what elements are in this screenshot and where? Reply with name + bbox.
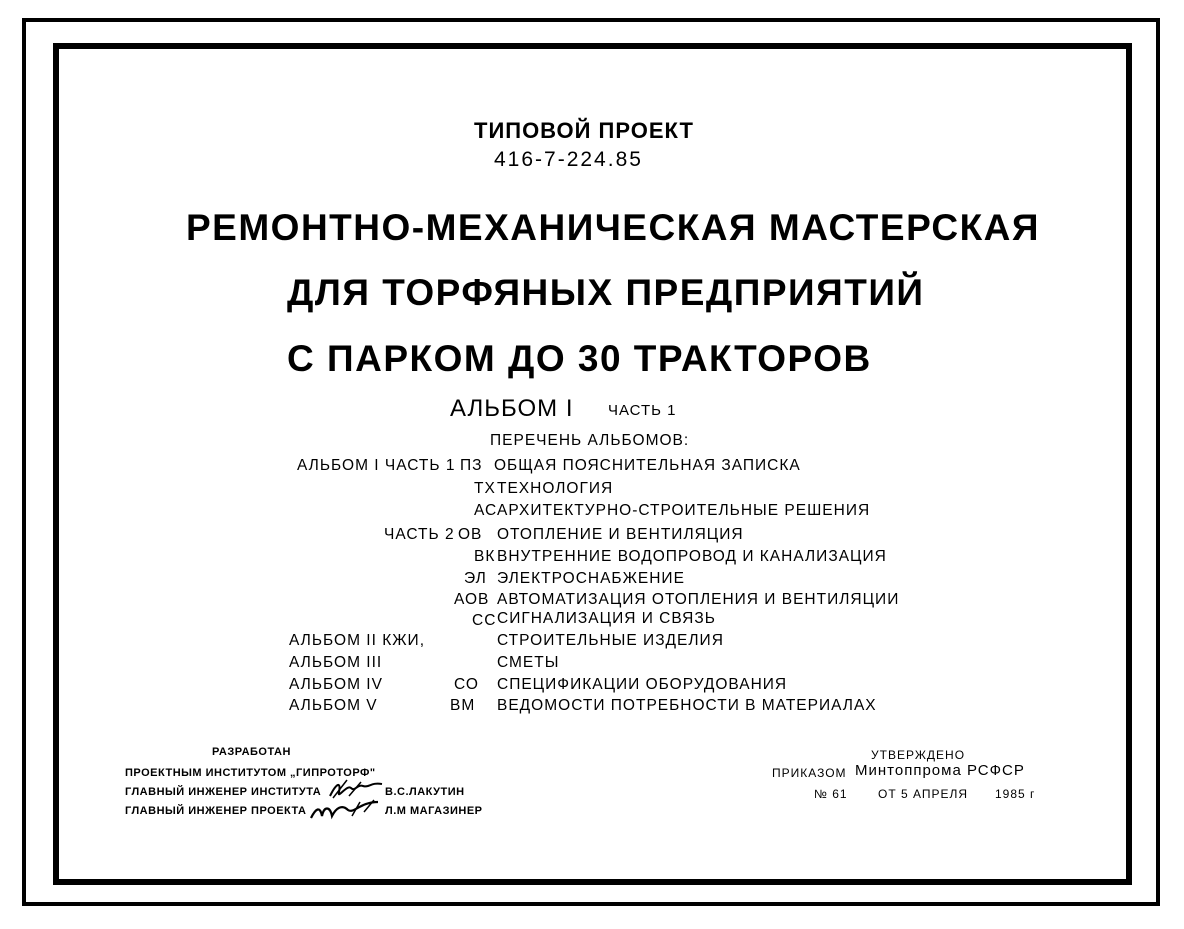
row-code: ОВ	[458, 526, 483, 543]
row-code: АОВ	[454, 591, 490, 608]
title-line-3: С ПАРКОМ ДО 30 ТРАКТОРОВ	[287, 338, 872, 379]
row-desc: АВТОМАТИЗАЦИЯ ОТОПЛЕНИЯ И ВЕНТИЛЯЦИИ	[497, 591, 900, 608]
row-desc: ВНУТРЕННИЕ ВОДОПРОВОД И КАНАЛИЗАЦИЯ	[497, 548, 887, 565]
row-desc: СИГНАЛИЗАЦИЯ И СВЯЗЬ	[497, 610, 716, 627]
developed-heading: РАЗРАБОТАН	[212, 746, 291, 758]
approved-ministry: Минтоппрома РСФСР	[855, 762, 1025, 779]
approved-year: 1985 г	[995, 787, 1036, 801]
row-code: ВМ	[450, 697, 476, 714]
row-album: АЛЬБОМ V	[289, 697, 378, 714]
row-desc: СМЕТЫ	[497, 654, 560, 671]
title-line-1: РЕМОНТНО-МЕХАНИЧЕСКАЯ МАСТЕРСКАЯ	[186, 207, 1040, 248]
row-desc: ЭЛЕКТРОСНАБЖЕНИЕ	[497, 570, 685, 587]
row-album: АЛЬБОМ II КЖИ,	[289, 632, 426, 649]
album-name: АЛЬБОМ I	[450, 395, 574, 422]
row-album: ЧАСТЬ 2	[384, 526, 455, 543]
albums-list-heading: ПЕРЕЧЕНЬ АЛЬБОМОВ:	[490, 432, 690, 449]
row-desc: ОТОПЛЕНИЕ И ВЕНТИЛЯЦИЯ	[497, 526, 744, 543]
chief-engineer-role: ГЛАВНЫЙ ИНЖЕНЕР ИНСТИТУТА	[125, 786, 322, 798]
row-album: АЛЬБОМ III	[289, 654, 383, 671]
signature-project-engineer	[308, 798, 380, 822]
row-code: СО	[454, 676, 479, 693]
row-desc: СТРОИТЕЛЬНЫЕ ИЗДЕЛИЯ	[497, 632, 724, 649]
approved-number: № 61	[814, 787, 848, 801]
approved-heading: УТВЕРЖДЕНО	[871, 748, 966, 762]
row-code: ТХ	[474, 480, 496, 497]
project-type-label: ТИПОВОЙ ПРОЕКТ	[474, 118, 694, 143]
approved-order-label: ПРИКАЗОМ	[772, 766, 847, 780]
title-line-2: ДЛЯ ТОРФЯНЫХ ПРЕДПРИЯТИЙ	[287, 272, 925, 313]
row-desc: АРХИТЕКТУРНО-СТРОИТЕЛЬНЫЕ РЕШЕНИЯ	[497, 502, 871, 519]
row-album: АЛЬБОМ IV	[289, 676, 383, 693]
row-desc: ВЕДОМОСТИ ПОТРЕБНОСТИ В МАТЕРИАЛАХ	[497, 697, 877, 714]
project-code: 416-7-224.85	[494, 148, 643, 171]
row-code: ВК	[474, 548, 496, 565]
row-code: АС	[474, 502, 498, 519]
row-code: ПЗ	[460, 457, 483, 474]
row-code: ЭЛ	[464, 570, 487, 587]
approved-date: ОТ 5 АПРЕЛЯ	[878, 787, 969, 801]
row-desc: СПЕЦИФИКАЦИИ ОБОРУДОВАНИЯ	[497, 676, 788, 693]
project-engineer-role: ГЛАВНЫЙ ИНЖЕНЕР ПРОЕКТА	[125, 805, 307, 817]
developed-org: ПРОЕКТНЫМ ИНСТИТУТОМ „ГИПРОТОРФ"	[125, 767, 376, 779]
album-part: ЧАСТЬ 1	[608, 402, 677, 419]
row-code: СС	[472, 612, 497, 629]
chief-engineer-name: В.С.ЛАКУТИН	[385, 786, 465, 798]
row-album: АЛЬБОМ I ЧАСТЬ 1	[297, 457, 456, 474]
row-desc: ОБЩАЯ ПОЯСНИТЕЛЬНАЯ ЗАПИСКА	[494, 457, 801, 474]
row-desc: ТЕХНОЛОГИЯ	[497, 480, 614, 497]
project-engineer-name: Л.М МАГАЗИНЕР	[385, 805, 483, 817]
